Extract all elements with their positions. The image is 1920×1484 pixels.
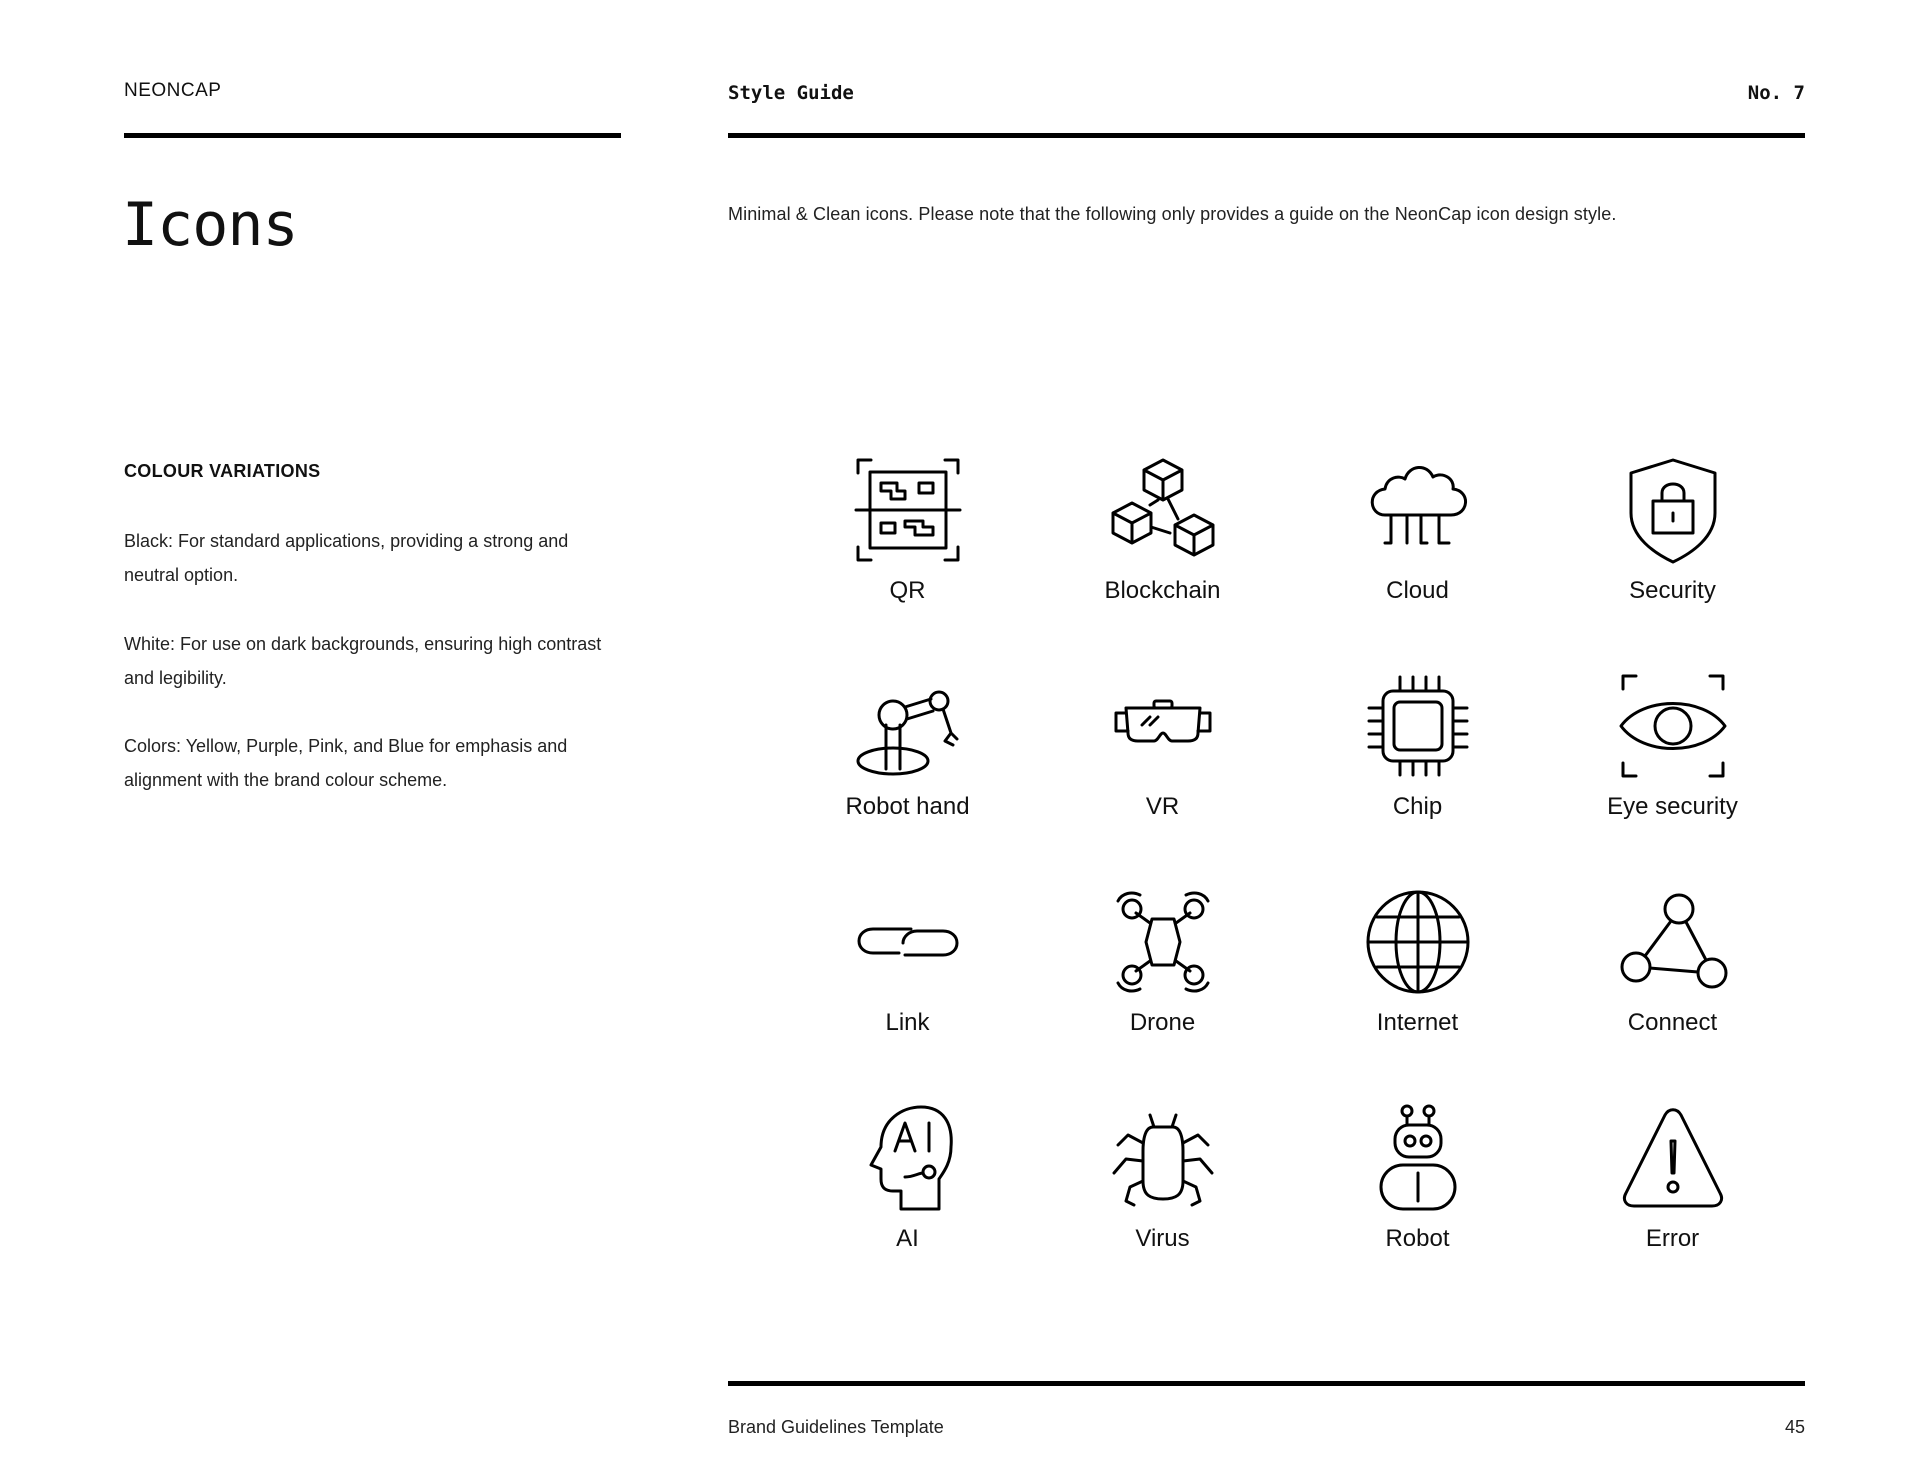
icon-cell <box>1290 1103 1545 1319</box>
icon-cell <box>1545 1103 1800 1319</box>
drone-icon <box>1108 887 1218 997</box>
icon-cell <box>1035 671 1290 887</box>
ai-icon <box>853 1103 963 1213</box>
icon-label: Robot <box>1385 1225 1450 1252</box>
icon-cell <box>1545 455 1800 671</box>
icon-label: Chip <box>1392 793 1443 820</box>
icon-label: Security <box>1629 577 1716 604</box>
icon-cell <box>1290 671 1545 887</box>
icon-cell <box>780 671 1035 887</box>
icon-label: Cloud <box>1386 577 1449 604</box>
icon-label: Drone <box>1129 1009 1196 1036</box>
icon-cell <box>780 455 1035 671</box>
vr-icon <box>1108 671 1218 781</box>
icon-label: Eye security <box>1607 793 1738 820</box>
icon-label: Connect <box>1627 1009 1718 1036</box>
robot-hand-icon <box>853 671 963 781</box>
icon-label: Blockchain <box>1104 577 1221 604</box>
footer-title: Brand Guidelines Template <box>728 1417 944 1437</box>
icon-cell <box>1035 1103 1290 1319</box>
robot-icon <box>1363 1103 1473 1213</box>
icon-cell <box>1035 887 1290 1103</box>
intro-text: Minimal & Clean icons. Please note that the following only provides a guide on the NeonCap icon design style. <box>728 204 1617 224</box>
icon-label: VR <box>1145 793 1180 820</box>
brand-name: NEONCAP <box>124 80 222 101</box>
connect-icon <box>1618 887 1728 997</box>
chip-icon <box>1363 671 1473 781</box>
page-title: Icons <box>122 190 298 260</box>
paragraph-colors: Colors: Yellow, Purple, Pink, and Blue for emphasis and alignment with the brand colour scheme. <box>124 736 568 790</box>
internet-icon <box>1363 887 1473 997</box>
icon-label: AI <box>896 1225 919 1252</box>
icon-label: Virus <box>1135 1225 1190 1252</box>
document-number: No. 7 <box>1747 82 1805 104</box>
security-icon <box>1618 455 1728 565</box>
paragraph-white: White: For use on dark backgrounds, ensuring high contrast and legibility. <box>124 634 602 688</box>
icon-cell <box>1290 455 1545 671</box>
link-icon <box>853 887 963 997</box>
icon-label: QR <box>889 577 926 604</box>
icon-label: Link <box>885 1009 930 1036</box>
icon-cell <box>780 1103 1035 1319</box>
footer-rule <box>728 1381 1805 1386</box>
section-heading: COLOUR VARIATIONS <box>124 461 321 481</box>
paragraph-black: Black: For standard applications, providing a strong and neutral option. <box>124 531 569 585</box>
qr-icon <box>853 455 963 565</box>
document-title: Style Guide <box>728 82 854 104</box>
icon-cell <box>1545 671 1800 887</box>
icon-cell <box>1545 887 1800 1103</box>
page-number: 45 <box>1784 1417 1805 1437</box>
blockchain-icon <box>1108 455 1218 565</box>
icon-cell <box>780 887 1035 1103</box>
icon-cell <box>1290 887 1545 1103</box>
header-rule-right <box>728 133 1805 138</box>
icon-grid <box>780 455 1800 1319</box>
header-rule-left <box>124 133 621 138</box>
cloud-icon <box>1363 455 1473 565</box>
icon-label: Internet <box>1376 1009 1459 1036</box>
eye-security-icon <box>1618 671 1728 781</box>
icon-label: Robot hand <box>845 793 970 820</box>
error-icon <box>1618 1103 1728 1213</box>
icon-cell <box>1035 455 1290 671</box>
virus-icon <box>1108 1103 1218 1213</box>
icon-label: Error <box>1645 1225 1700 1252</box>
